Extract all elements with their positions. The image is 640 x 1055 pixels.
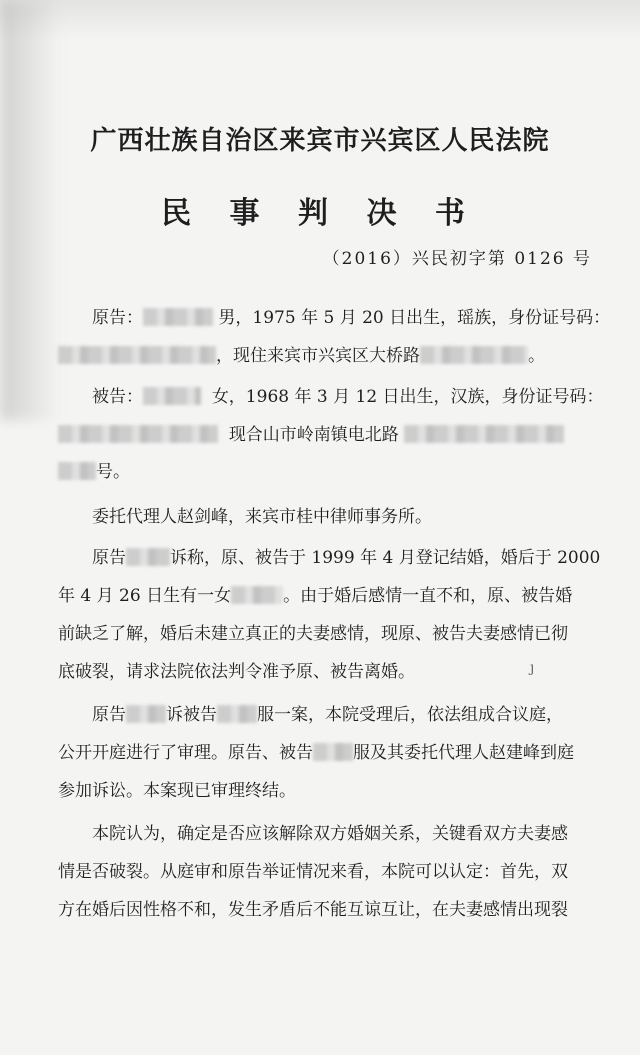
text: 原告 <box>92 705 126 725</box>
text: 女，1968 年 3 月 12 日出生，汉族，身份证号码： <box>211 387 604 407</box>
text: 原告： <box>92 308 143 328</box>
text: 服及其委托代理人赵建峰到庭 <box>353 743 574 763</box>
redacted-name <box>143 387 201 405</box>
redacted-name <box>313 743 353 761</box>
agent-line: 委托代理人赵剑峰，来宾市桂中律师事务所。 <box>92 507 432 527</box>
text: 服一案，本院受理后，依法组成合议庭， <box>257 705 563 725</box>
claim-line-3: 前缺乏了解，婚后未建立真正的夫妻感情，现原、被告夫妻感情已彻 <box>58 624 568 644</box>
redacted-address <box>404 425 564 443</box>
scan-mark: ȷ <box>530 660 535 676</box>
redacted-address <box>58 462 96 480</box>
text: 号。 <box>96 462 130 482</box>
procedure-line-1 <box>92 703 563 727</box>
redacted-name <box>126 548 170 566</box>
text: 诉被告 <box>166 705 217 725</box>
redacted-id <box>58 425 218 443</box>
redacted-name <box>217 705 257 723</box>
claim-line-1 <box>92 546 600 570</box>
opinion-line-2: 情是否破裂。从庭审和原告举证情况来看，本院可以认定：首先，双 <box>58 862 568 882</box>
text: 被告： <box>92 387 143 407</box>
plaintiff-line-2 <box>58 344 545 368</box>
defendant-line-1 <box>92 385 604 409</box>
text: ，现住来宾市兴宾区大桥路 <box>216 346 420 366</box>
text: 。由于婚后感情一直不和，原、被告婚 <box>283 586 573 606</box>
claim-line-2 <box>58 584 572 608</box>
plaintiff-line-1 <box>92 306 610 330</box>
redacted-name <box>231 586 283 604</box>
court-title: 广西壮族自治区来宾市兴宾区人民法院 <box>90 126 550 156</box>
defendant-line-2 <box>58 423 564 447</box>
procedure-line-3: 参加诉讼。本案现已审理终结。 <box>58 781 296 801</box>
text: 公开开庭进行了审理。原告、被告 <box>58 743 313 763</box>
text: 原告 <box>92 548 126 568</box>
text: 现合山市岭南镇电北路 <box>228 425 399 445</box>
redacted-name <box>143 308 213 326</box>
case-number: （2016）兴民初字第 0126 号 <box>322 249 592 269</box>
redacted-id <box>58 346 216 364</box>
text: 诉称，原、被告于 1999 年 4 月登记结婚，婚后于 2000 <box>170 548 601 568</box>
document-title: 民 事 判 决 书 <box>161 196 479 231</box>
text: 。 <box>528 346 545 366</box>
procedure-line-2 <box>58 741 574 765</box>
redacted-address <box>420 346 528 364</box>
redacted-name <box>126 705 166 723</box>
claim-line-4: 底破裂，请求法院依法判令准予原、被告离婚。 <box>58 662 415 682</box>
text: 年 4 月 26 日生有一女 <box>58 586 232 606</box>
opinion-line-3: 方在婚后因性格不和，发生矛盾后不能互谅互让，在夫妻感情出现裂 <box>58 900 568 920</box>
defendant-line-3 <box>58 460 130 484</box>
scan-shadow-top <box>0 0 640 40</box>
text: 男，1975 年 5 月 20 日出生，瑶族，身份证号码： <box>218 308 611 328</box>
opinion-line-1: 本院认为，确定是否应该解除双方婚姻关系，关键看双方夫妻感 <box>92 824 568 844</box>
